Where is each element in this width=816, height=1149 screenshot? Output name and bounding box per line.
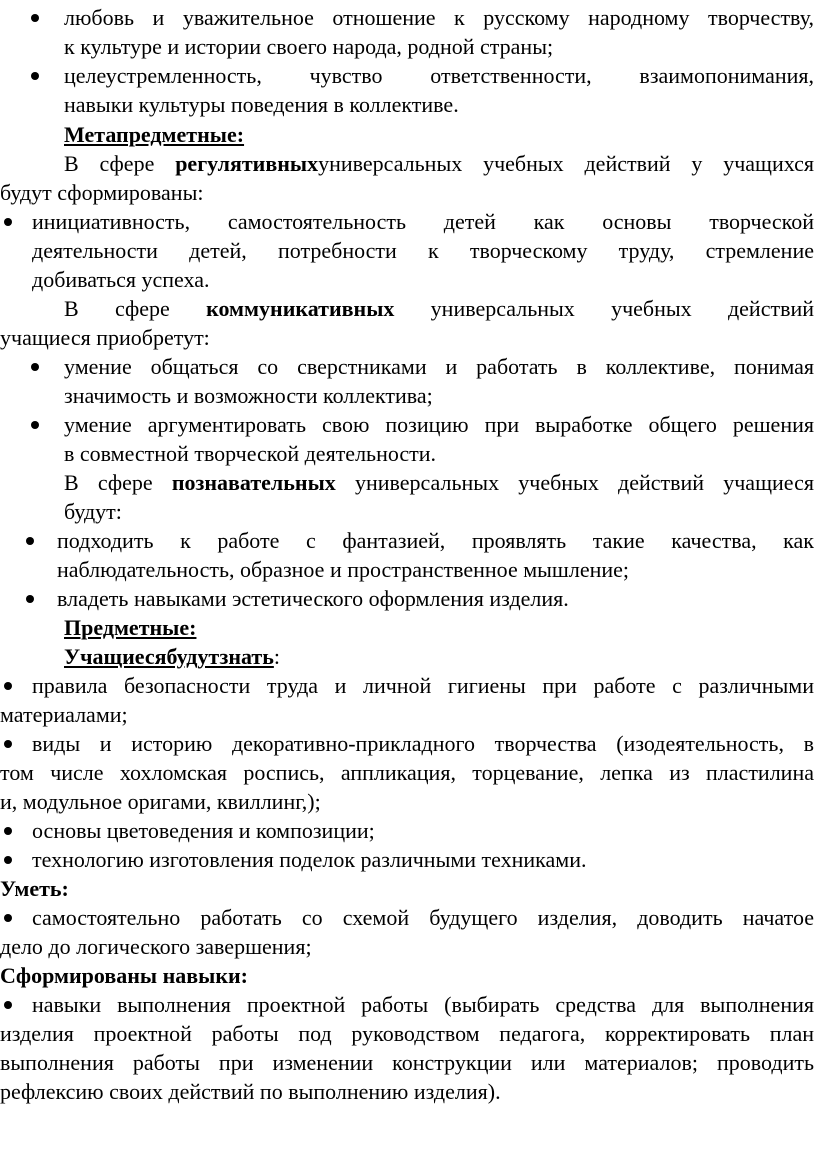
text-line: виды и историю декоративно-прикладного творчества (изодеятельность, в: [32, 731, 814, 756]
skills-heading: Сформированы навыки:: [0, 963, 249, 988]
cognitive-bullet-2: [57, 584, 814, 613]
text-line: будут:: [64, 499, 122, 524]
text-line: умение аргументировать свою позицию при выработке общего решения: [64, 412, 814, 437]
text-line: будут сформированы:: [0, 180, 204, 205]
text-line: В сфере коммуникативных универсальных учебных действий: [64, 296, 815, 321]
text-line: навыки культуры поведения в коллективе.: [64, 92, 459, 117]
text-line: дело до логического завершения;: [0, 934, 312, 959]
text-line: инициативность, самостоятельность детей как основы творческой: [32, 209, 814, 234]
text-line: рефлексию своих действий по выполнению изделия).: [0, 1079, 501, 1104]
bullet-icon: [4, 856, 12, 864]
text-line: добиваться успеха.: [32, 267, 210, 292]
regulative-paragraph: [0, 149, 814, 207]
regulative-keyword: регулятивных: [175, 151, 319, 176]
can-heading: Уметь:: [0, 876, 69, 901]
text-line: том числе хохломская роспись, аппликация, торцевание, лепка из пластилина: [0, 760, 814, 785]
personal-item-1: [64, 3, 814, 61]
text-line: умение общаться со сверстниками и работать в коллективе, понимая: [64, 354, 814, 379]
subject-heading: Предметные:: [64, 615, 197, 640]
text-line: к культуре и истории своего народа, родной страны;: [64, 34, 554, 59]
text-line: материалами;: [0, 702, 128, 727]
text-line: владеть навыками эстетического оформления изделия.: [57, 586, 569, 611]
communicative-paragraph: [0, 294, 814, 352]
know-item-2: [0, 729, 814, 816]
know-heading: Учащиесябудутзнать:: [64, 644, 280, 669]
bullet-icon: [26, 537, 34, 545]
text-line: выполнения работы при изменении конструкции или материалов; проводить: [0, 1050, 814, 1075]
text-line: наблюдательность, образное и пространственное мышление;: [57, 557, 630, 582]
text-line: правила безопасности труда и личной гигиены при работе с различными: [32, 673, 814, 698]
know-item-4: [32, 845, 814, 874]
text-line: В сфере познавательных универсальных учебных действий учащиеся: [64, 470, 814, 495]
personal-item-2: [64, 61, 814, 119]
bullet-icon: [31, 363, 39, 371]
text-line: деятельности детей, потребности к творческому труду, стремление: [32, 238, 814, 263]
text-line: технологию изготовления поделок различными техниками.: [32, 847, 587, 872]
text-line: и, модульное оригами, квиллинг,);: [0, 789, 321, 814]
text-line: навыки выполнения проектной работы (выбирать средства для выполнения: [32, 992, 814, 1017]
bullet-icon: [31, 72, 39, 80]
text-line: в совместной творческой деятельности.: [64, 441, 437, 466]
bullet-icon: [26, 595, 34, 603]
text-line: изделия проектной работы под руководством педагога, корректировать план: [0, 1021, 814, 1046]
communicative-bullet-1: [64, 352, 814, 410]
text-line: самостоятельно работать со схемой будущего изделия, доводить начатое: [32, 905, 814, 930]
know-item-3: [32, 816, 814, 845]
text-line: любовь и уважительное отношение к русскому народному творчеству,: [64, 5, 814, 30]
bullet-icon: [4, 218, 12, 226]
know-item-1: [0, 671, 814, 729]
can-item-1: [0, 903, 814, 961]
skills-item-1: [0, 990, 814, 1106]
cognitive-keyword: познавательных: [171, 470, 336, 495]
regulative-bullet: [32, 207, 814, 294]
bullet-icon: [31, 421, 39, 429]
text-line: целеустремленность, чувство ответственности, взаимопонимания,: [64, 63, 814, 88]
bullet-icon: [4, 827, 12, 835]
meta-heading: Метапредметные:: [64, 122, 245, 147]
text-line: подходить к работе с фантазией, проявлять такие качества, как: [57, 528, 814, 553]
text-line: значимость и возможности коллектива;: [64, 383, 433, 408]
communicative-keyword: коммуникативных: [206, 296, 395, 321]
bullet-icon: [31, 14, 39, 22]
text-line: В сфере регулятивныхуниверсальных учебных действий у учащихся: [64, 151, 815, 176]
cognitive-paragraph: [64, 468, 814, 526]
text-line: основы цветоведения и композиции;: [32, 818, 375, 843]
communicative-bullet-2: [64, 410, 814, 468]
cognitive-bullet-1: [57, 526, 814, 584]
text-line: учащиеся приобретут:: [0, 325, 210, 350]
